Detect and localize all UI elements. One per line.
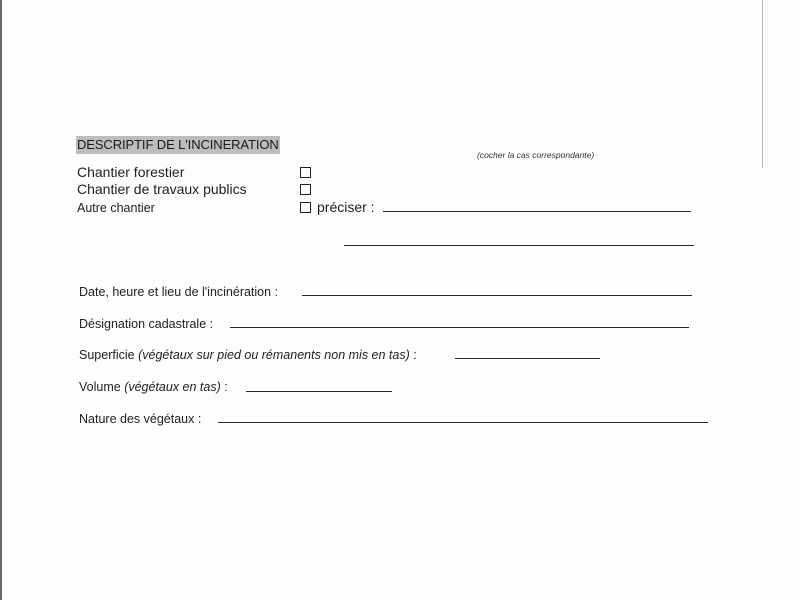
designation-field-label: Désignation cadastrale : (79, 317, 214, 331)
preciser-input-line-2[interactable] (344, 245, 694, 246)
option-label-chantier-travaux-publics: Chantier de travaux publics (77, 181, 247, 197)
volume-label-main: Volume (79, 380, 121, 394)
superficie-label-italic: (végétaux sur pied ou rémanents non mis en tas) (138, 348, 410, 362)
volume-input-line[interactable] (246, 391, 392, 392)
volume-label-suffix: : (220, 380, 228, 394)
checkbox-autre-chantier[interactable] (300, 202, 311, 213)
superficie-label-suffix: : (409, 348, 417, 362)
option-label-chantier-forestier: Chantier forestier (77, 164, 185, 180)
date-input-line[interactable] (302, 295, 692, 296)
checkbox-chantier-forestier[interactable] (300, 167, 311, 178)
option-label-autre-chantier: Autre chantier (77, 201, 155, 215)
volume-label-italic: (végétaux en tas) (124, 380, 221, 394)
nature-field-label: Nature des végétaux : (79, 412, 202, 426)
superficie-label-main: Superficie (79, 348, 135, 362)
page-right-edge (762, 0, 763, 168)
page-left-edge (0, 0, 2, 600)
section-title: DESCRIPTIF DE L'INCINERATION (77, 137, 279, 152)
superficie-field-label (79, 348, 417, 362)
preciser-label: préciser : (317, 199, 375, 215)
nature-input-line[interactable] (218, 422, 708, 423)
preciser-input-line[interactable] (383, 211, 691, 212)
superficie-input-line[interactable] (455, 358, 600, 359)
selection-hint: (cocher la cas correspondante) (477, 150, 595, 160)
date-field-label: Date, heure et lieu de l'incinération : (79, 285, 279, 299)
volume-field-label (79, 380, 228, 394)
designation-input-line[interactable] (230, 327, 689, 328)
checkbox-chantier-travaux-publics[interactable] (300, 184, 311, 195)
